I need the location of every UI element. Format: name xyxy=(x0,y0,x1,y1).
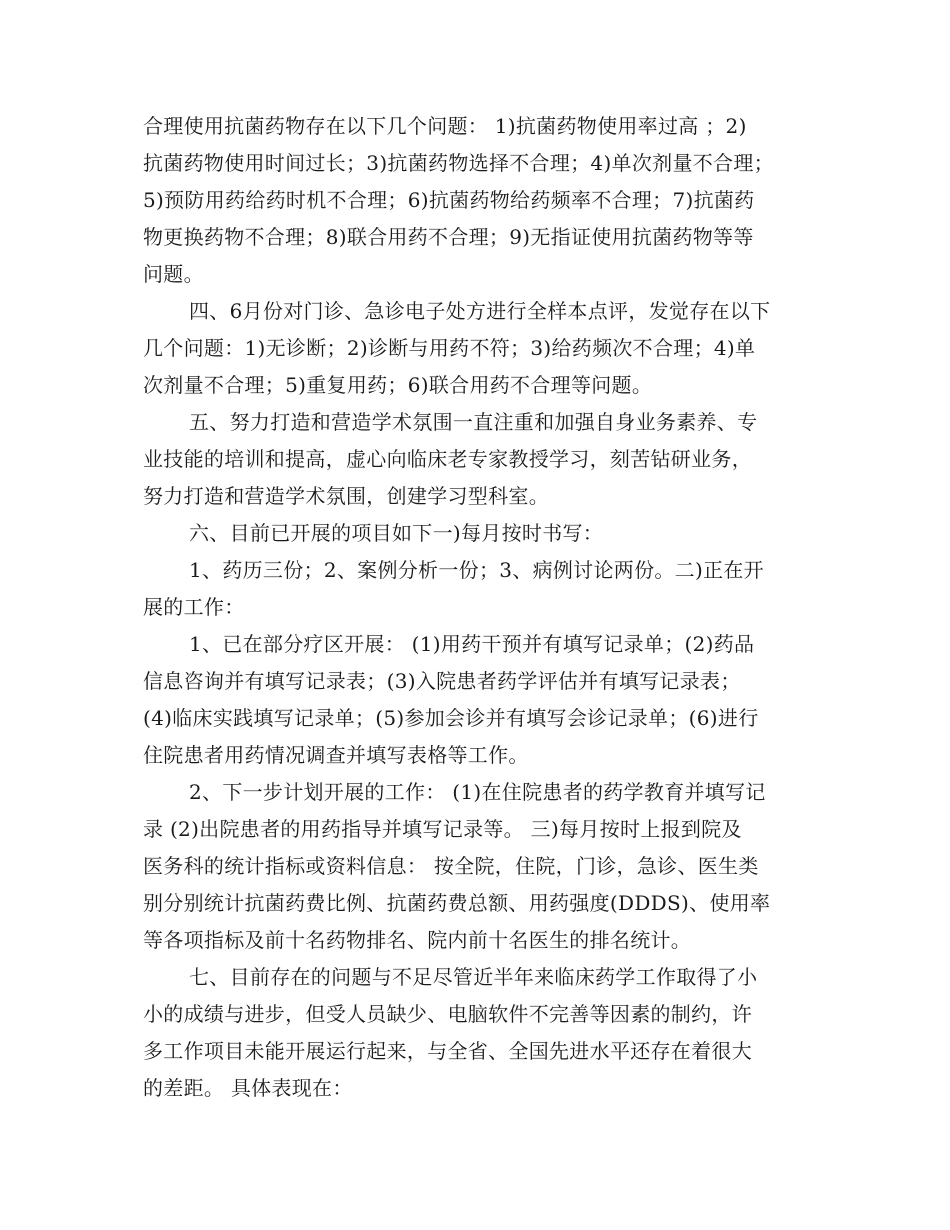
text-line: 业技能的培训和提高，虚心向临床老专家教授学习，刻苦钻研业务， xyxy=(143,447,752,471)
text-line: 物更换药物不合理；8)联合用药不合理；9)无指证使用抗菌药物等等 xyxy=(143,225,754,249)
text-line: 几个问题：1)无诊断；2)诊断与用药不符；3)给药频次不合理；4)单 xyxy=(143,336,756,360)
text-line: 等各项指标及前十名药物排名、院内前十名医生的排名统计。 xyxy=(143,928,692,952)
text-line: 七、目前存在的问题与不足尽管近半年来临床药学工作取得了小 xyxy=(189,965,758,989)
text-line: 努力打造和营造学术氛围，创建学习型科室。 xyxy=(143,484,549,508)
text-line: 1、药历三份；2、案例分析一份；3、病例讨论两份。二)正在开 xyxy=(189,558,764,582)
text-line: 问题。 xyxy=(143,262,204,286)
text-line: 5)预防用药给药时机不合理；6)抗菌药物给药频率不合理；7)抗菌药 xyxy=(143,188,755,212)
text-line: 录 (2)出院患者的用药指导并填写记录等。 三)每月按时上报到院及 xyxy=(143,817,742,841)
text-line: 合理使用抗菌药物存在以下几个问题： 1)抗菌药物使用率过高 ；2) xyxy=(143,114,747,138)
text-line: 多工作项目未能开展运行起来，与全省、全国先进水平还存在着很大 xyxy=(143,1039,752,1063)
text-line: 医务科的统计指标或资料信息： 按全院，住院，门诊，急诊、医生类 xyxy=(143,854,759,878)
text-line: 2、下一步计划开展的工作： (1)在住院患者的药学教育并填写记 xyxy=(189,780,766,804)
text-line: 小的成绩与进步，但受人员缺少、电脑软件不完善等因素的制约，许 xyxy=(143,1002,752,1026)
text-line: 的差距。 具体表现在： xyxy=(143,1076,353,1100)
text-line: 住院患者用药情况调查并填写表格等工作。 xyxy=(143,743,529,767)
text-line: 别分别统计抗菌药费比例、抗菌药费总额、用药强度(DDDS)、使用率 xyxy=(143,891,771,915)
text-line: 五、努力打造和营造学术氛围一直注重和加强自身业务素养、专 xyxy=(189,410,758,434)
text-line: 六、目前已开展的项目如下一)每月按时书写： xyxy=(189,521,604,545)
text-line: 展的工作： xyxy=(143,595,245,619)
text-line: 信息咨询并有填写记录表；(3)入院患者药学评估并有填写记录表； xyxy=(143,669,741,693)
text-line: 抗菌药物使用时间过长；3)抗菌药物选择不合理；4)单次剂量不合理； xyxy=(143,151,774,175)
text-line: 次剂量不合理；5)重复用药；6)联合用药不合理等问题。 xyxy=(143,373,653,397)
text-line: 1、已在部分疗区开展： (1)用药干预并有填写记录单；(2)药品 xyxy=(189,632,755,656)
text-line: (4)临床实践填写记录单；(5)参加会诊并有填写会诊记录单；(6)进行 xyxy=(143,706,759,730)
text-line: 四、6月份对门诊、急诊电子处方进行全样本点评，发觉存在以下 xyxy=(189,299,771,323)
